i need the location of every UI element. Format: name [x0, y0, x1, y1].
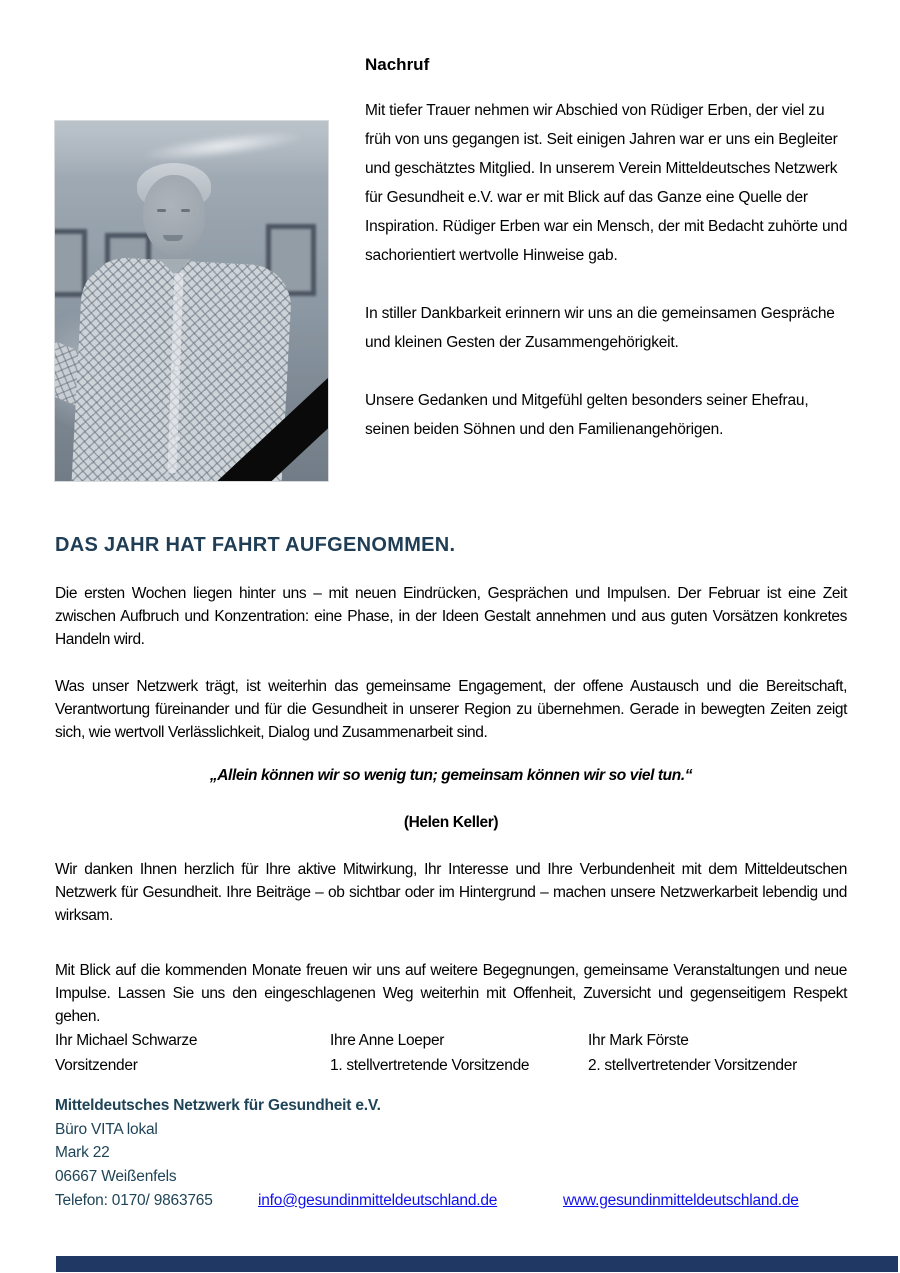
- page-title: Nachruf: [365, 55, 430, 74]
- quote-attribution: (Helen Keller): [403, 814, 499, 831]
- signatory-role: 1. stellvertretende Vorsitzende: [330, 1057, 530, 1074]
- signature-block: [330, 1028, 588, 1078]
- obituary-text-column: [365, 96, 849, 473]
- memorial-photo: [55, 121, 328, 481]
- signature-block: [588, 1028, 797, 1078]
- email-link-wrap: [258, 1189, 563, 1213]
- signatory-name: Ihr Michael Schwarze: [55, 1032, 198, 1049]
- contact-row: [55, 1189, 847, 1213]
- body-paragraph: Mit Blick auf die kommenden Monate freuen wir uns auf weitere Begegnungen, gemeinsame Veranstaltungen und neue Impulse. Lassen Sie uns den eingeschlagenen Weg weiterhin mit Offenheit, Zuversicht und gegenseitigem Respekt gehen.: [55, 962, 847, 1025]
- body-paragraph: Wir danken Ihnen herzlich für Ihre aktive Mitwirkung, Ihr Interesse und Ihre Verbundenheit mit dem Mitteldeutschen Netzwerk für Gesundheit. Ihre Beiträge – ob sichtbar oder im Hintergrund – machen unsere Netzwerkarbeit lebendig und wirksam.: [55, 861, 847, 924]
- signature-row: [55, 1028, 847, 1078]
- signatory-name: Ihr Mark Förste: [588, 1032, 689, 1049]
- email-link[interactable]: info@gesundinmitteldeutschland.de: [258, 1191, 498, 1209]
- obituary-paragraph: In stiller Dankbarkeit erinnern wir uns an die gemeinsamen Gespräche und kleinen Gesten der Zusammengehörigkeit.: [365, 305, 835, 351]
- body-paragraph: Was unser Netzwerk trägt, ist weiterhin das gemeinsame Engagement, der offene Austausch und die Bereitschaft, Verantwortung füreinander und für die Gesundheit in unserer Region zu übernehmen. Gerade in bewegten Zeiten zeigt sich, wie wertvoll Verlässlichkeit, Dialog und Zusammenarbeit sind.: [55, 678, 847, 741]
- signatory-name: Ihre Anne Loeper: [330, 1032, 445, 1049]
- newsletter-body: [55, 582, 847, 1052]
- obituary-paragraph: Unsere Gedanken und Mitgefühl gelten besonders seiner Ehefrau, seinen beiden Söhnen und den Familienangehörigen.: [365, 392, 809, 438]
- quote-text: „Allein können wir so wenig tun; gemeinsam können wir so viel tun.“: [209, 767, 693, 784]
- body-paragraph: Die ersten Wochen liegen hinter uns – mit neuen Eindrücken, Gesprächen und Impulsen. Der Februar ist eine Zeit zwischen Aufbruch und Konzentration: eine Phase, in der Ideen Gestalt annehmen und aus guten Vorsätzen konkretes Handeln wird.: [55, 585, 847, 648]
- phone-number: Telefon: 0170/ 9863765: [55, 1191, 213, 1209]
- website-link-wrap: [563, 1189, 799, 1213]
- address-line: Mark 22: [55, 1144, 110, 1162]
- signatory-role: 2. stellvertretender Vorsitzender: [588, 1057, 797, 1074]
- address-line: 06667 Weißenfels: [55, 1168, 177, 1186]
- signatory-role: Vorsitzender: [55, 1057, 138, 1074]
- signature-block: [55, 1028, 330, 1078]
- obituary-paragraph: Mit tiefer Trauer nehmen wir Abschied von Rüdiger Erben, der viel zu früh von uns gegangen ist. Seit einigen Jahren war er uns ein Begleiter und geschätztes Mitglied. In unserem Verein Mitteldeutsches Netzwerk für Gesundheit e.V. war er mit Blick auf das Ganze eine Quelle der Inspiration. Rüdiger Erben war ein Mensch, der mit Bedacht zuhörte und sachorientiert wertvolle Hinweise gab.: [365, 102, 848, 264]
- website-link[interactable]: www.gesundinmitteldeutschland.de: [563, 1191, 799, 1209]
- footer-contact-block: [55, 1094, 847, 1213]
- footer-accent-bar: [56, 1256, 898, 1272]
- section-heading: DAS JAHR HAT FAHRT AUFGENOMMEN.: [55, 534, 456, 556]
- address-line: Büro VITA lokal: [55, 1120, 158, 1138]
- organization-name: Mitteldeutsches Netzwerk für Gesundheit e.V.: [55, 1097, 381, 1114]
